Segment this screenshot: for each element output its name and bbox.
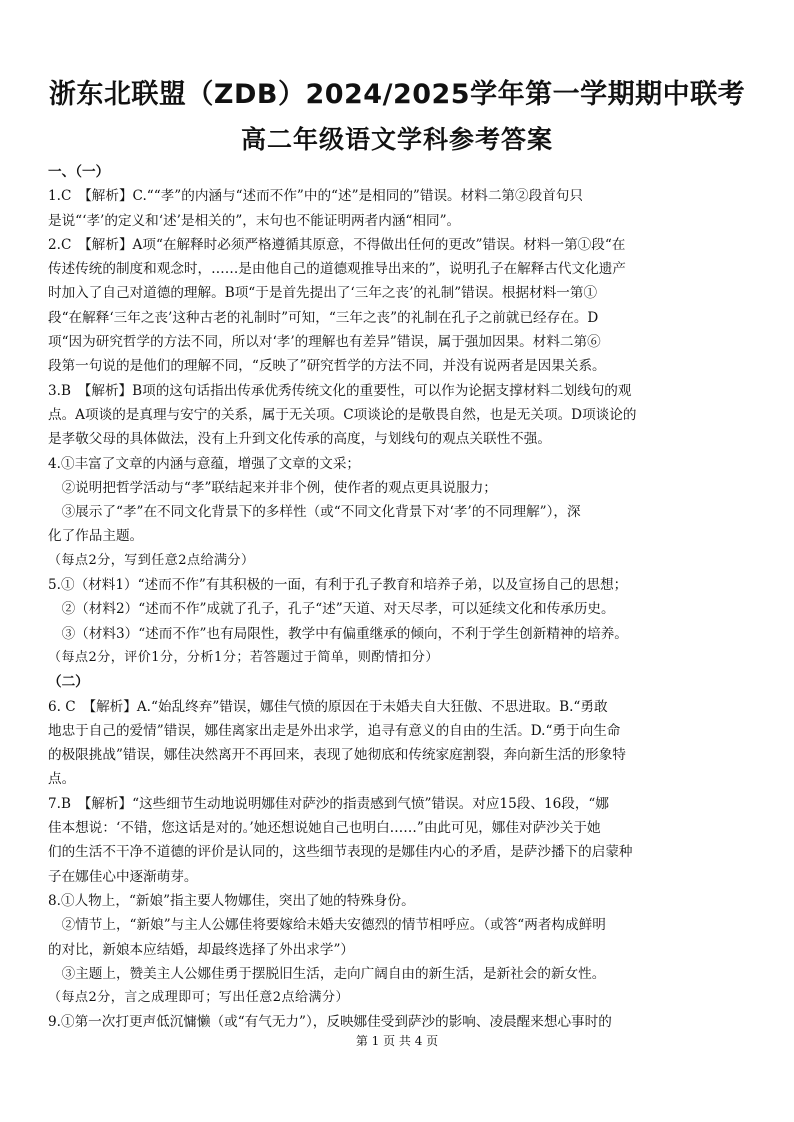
answer-line: ③主题上，赞美主人公娜佳勇于摆脱旧生活，走向广阔自由的新生活，是新社会的新女性。 [48,965,606,982]
answer-line: ③（材料3）“述而不作”也有局限性，教学中有偏重继承的倾向，不利于学生创新精神的培养。 [48,625,628,642]
answer-line: 1.C 【解析】C.““孝”的内涵与“述而不作”中的“述”是相同的”错误。材料二第②段首句只 [48,188,583,205]
answer-line: 2.C 【解析】A项“在解释时必须严格遵循其原意，不得做出任何的更改”错误。材料一第①段“在 [48,236,626,253]
document-subtitle: 高二年级语文学科参考答案 [240,125,553,154]
answer-line: ②（材料2）“述而不作”成就了孔子，孔子“述”天道、对天尽孝，可以延续文化和传承历史。 [48,601,615,618]
page-footer: 第 1 页 共 4 页 [355,1034,439,1048]
answer-line: 段“在解释‘三年之丧’这种古老的礼制时”可知，“三年之丧”的礼制在孔子之前就已经存在。D [48,309,599,326]
document-title: 浙东北联盟（ZDB）2024/2025学年第一学期期中联考 [48,79,746,110]
answer-line: 是孝敬父母的具体做法，没有上升到文化传承的高度，与划线句的观点关联性不强。 [48,431,551,448]
answer-content [48,160,748,1035]
scoring-note: （每点2分，写到任意2点给满分） [48,552,255,568]
answer-line: 4.①丰富了文章的内涵与意蕴，增强了文章的文采； [48,455,361,472]
answer-line: 6. C 【解析】A.“始乱终弃”错误，娜佳气愤的原因在于未婚夫自大狂傲、不思进取。B.“勇敢 [48,698,608,715]
answer-line: 点。A项谈的是真理与安宁的关系，属于无关项。C项谈论的是敬畏自然，也是无关项。D项谈论的 [48,406,637,423]
answer-line: 是说“‘孝’的定义和‘述’是相关的”，末句也不能证明两者内涵“相同”。 [48,212,461,229]
answer-line: 8.①人物上，“新娘”指主要人物娜佳，突出了她的特殊身份。 [48,892,415,909]
answer-line: 传述传统的制度和观念时，……是由他自己的道德观推导出来的”，说明孔子在解释古代文化遗产 [48,261,626,278]
answer-line: 9.①第一次打更声低沉慵懒（或“有气无力”），反映娜佳受到萨沙的影响、凌晨醒来想心事时的 [48,1014,612,1031]
answer-line: 子在娜佳心中逐渐萌芽。 [48,868,198,885]
answer-line: 7.B 【解析】“这些细节生动地说明娜佳对萨沙的指责感到气愤”错误。对应15段、16段，“娜 [48,795,609,812]
section-heading: 一、（一） [48,164,110,180]
answer-line: 的极限挑战”错误，娜佳决然离开不再回来，表现了她彻底和传统家庭割裂，奔向新生活的形象特 [48,747,626,764]
answer-line: 点。 [48,771,76,788]
answer-line: 时加入了自己对道德的理解。B项“于是首先提出了‘三年之丧’的礼制”错误。根据材料一第① [48,285,598,302]
scoring-note: （每点2分，言之成理即可；写出任意2点给满分） [48,990,350,1006]
answer-line: 佳本想说：‘不错，您这话是对的。’她还想说她自己也明白……”由此可见，娜佳对萨沙关于她 [48,820,601,837]
answer-line: 段第一句说的是他们的理解不同，“反映了”研究哲学的方法不同，并没有说两者是因果关系。 [48,358,606,375]
answer-line: 3.B 【解析】B项的这句话指出传承优秀传统文化的重要性，可以作为论据支撑材料二划线句的观 [48,382,632,399]
answer-line: 的对比，新娘本应结婚，却最终选择了外出求学”） [48,941,355,958]
answer-line: 地忠于自己的爱情”错误，娜佳离家出走是外出求学，追寻有意义的自由的生活。D.“勇于向生命 [48,722,621,739]
scoring-note: （每点2分，评价1分，分析1分；若答题过于简单，则酌情扣分） [48,649,439,665]
answer-line: 化了作品主题。 [48,528,144,545]
answer-line: 5.①（材料1）“述而不作”有其积极的一面，有利于孔子教育和培养子弟，以及宣扬自己的思想； [48,577,628,594]
answer-line: 项“因为研究哲学的方法不同，所以对‘孝’的理解也有差异”错误，属于强加因果。材料二第⑥ [48,334,601,351]
answer-line: 们的生活不干净不道德的评价是认同的，这些细节表现的是娜佳内心的矛盾，是萨沙播下的启蒙种 [48,844,633,861]
answer-line: ②说明把哲学活动与“孝”联结起来并非个例，使作者的观点更具说服力； [48,479,497,496]
answer-line: ③展示了“孝”在不同文化背景下的多样性（或“不同文化背景下对‘孝’的不同理解”），深 [48,504,581,521]
answer-line: ②情节上，“新娘”与主人公娜佳将要嫁给未婚夫安德烈的情节相呼应。（或答“两者构成鲜明 [48,917,606,934]
section-heading: （二） [48,674,89,691]
